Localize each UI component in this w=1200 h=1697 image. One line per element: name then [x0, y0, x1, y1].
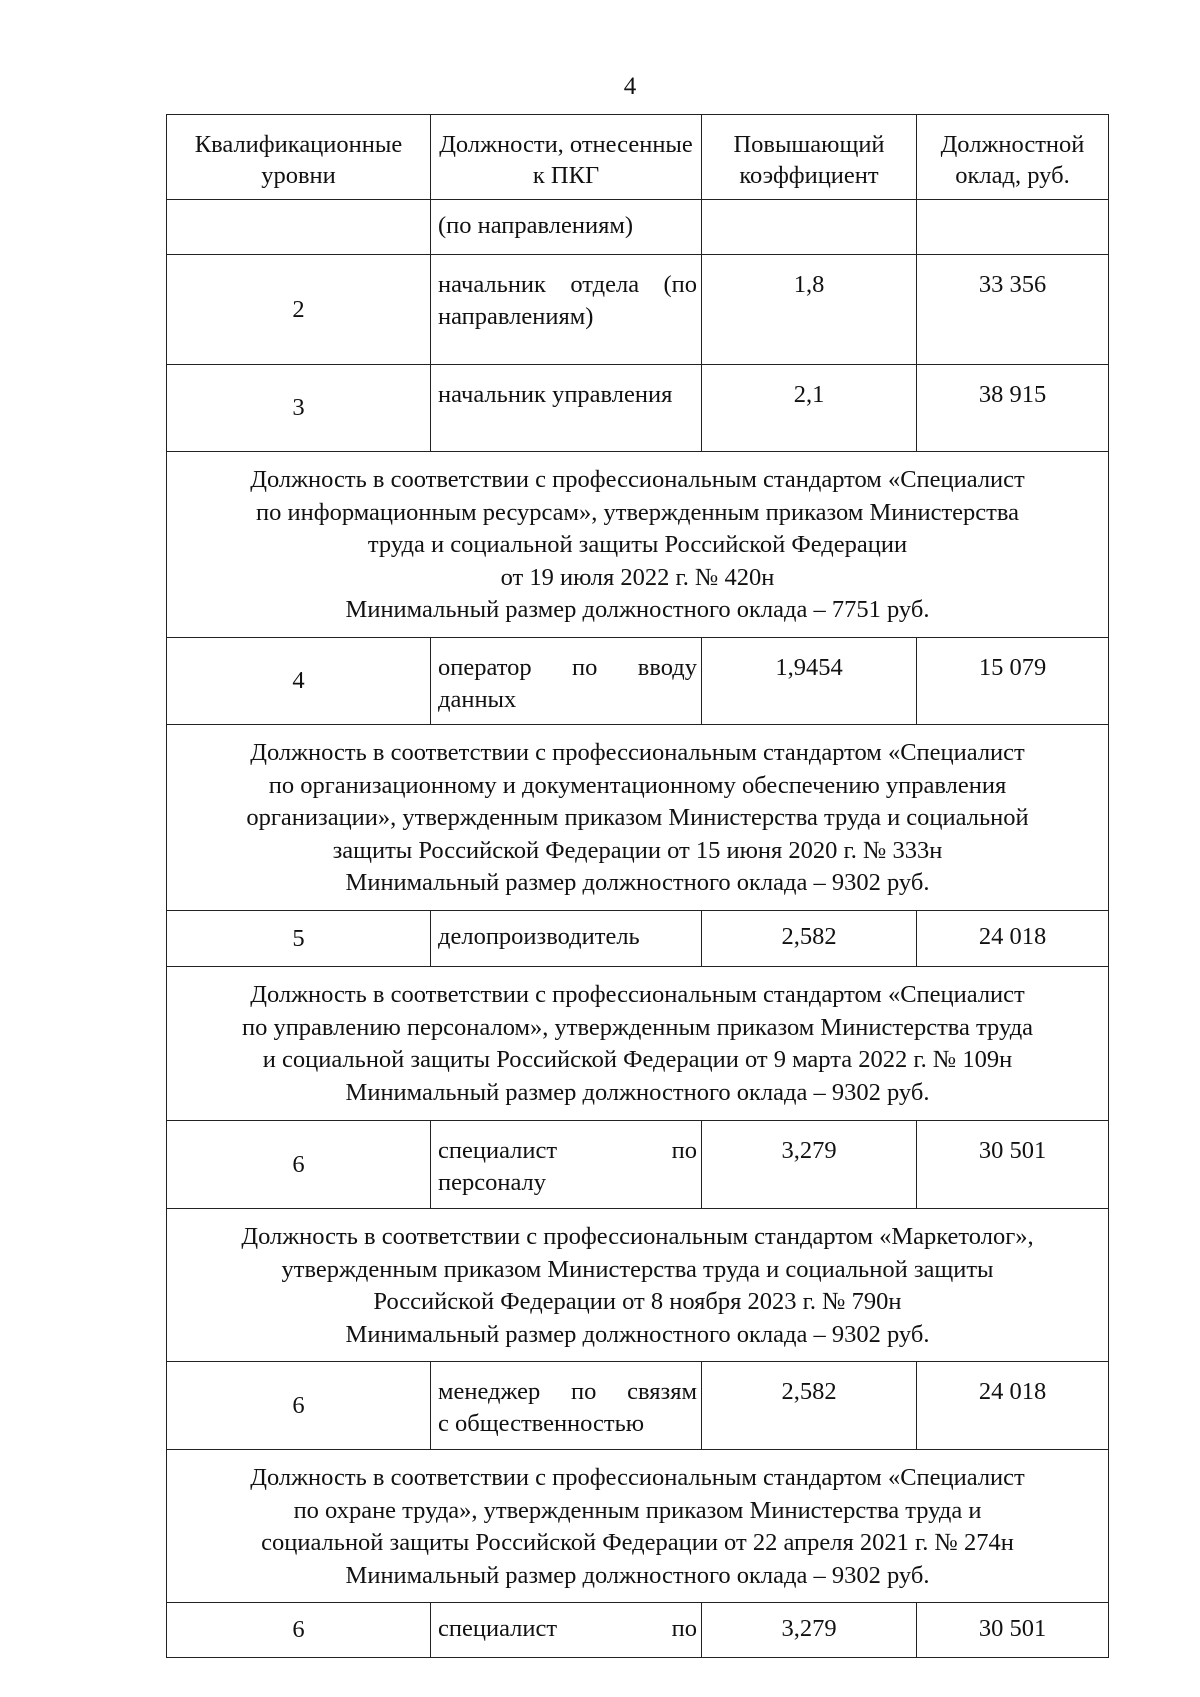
standard-section-row: [167, 1209, 1109, 1362]
standard-section-info-resources: [167, 452, 1109, 638]
position-word: специалист: [438, 1137, 558, 1164]
coef-cell: 1,9454: [702, 638, 917, 725]
section-line: Минимальный размер должностного оклада – 9302 руб.: [345, 1078, 930, 1106]
salary-table: [166, 114, 1109, 1658]
position-line: [438, 652, 697, 684]
standard-section-row: [167, 725, 1109, 911]
section-line: Российской Федерации от 8 ноября 2023 г. № 790н: [373, 1288, 902, 1315]
section-line: Должность в соответствии с профессиональным стандартом «Специалист: [250, 1464, 1025, 1491]
position-cell: [431, 638, 702, 725]
coef-cell: 2,1: [702, 365, 917, 452]
position-cell: начальник управления: [431, 365, 702, 452]
table-row: [167, 1121, 1109, 1209]
section-line: утвержденным приказом Министерства труда и социальной защиты: [281, 1255, 994, 1283]
level-cell: 2: [167, 255, 431, 365]
section-line: Должность в соответствии с профессиональным стандартом «Специалист: [250, 739, 1025, 766]
section-line: Минимальный размер должностного оклада – 7751 руб.: [345, 596, 930, 623]
position-line: персоналу: [438, 1169, 547, 1196]
header-salary: Должностной оклад, руб.: [917, 115, 1109, 200]
level-cell: 6: [167, 1362, 431, 1450]
table-row: [167, 638, 1109, 725]
section-line: и социальной защиты Российской Федерации от 9 марта 2022 г. № 109н: [262, 1046, 1013, 1073]
coef-cell: 3,279: [702, 1603, 917, 1658]
position-cell: [431, 1121, 702, 1209]
salary-cell: 38 915: [917, 365, 1109, 452]
header-qualification-levels: Квалификационные уровни: [167, 115, 431, 200]
position-cell: начальник отдела (по направлениям): [431, 255, 702, 365]
position-cell: [431, 1603, 702, 1658]
section-line: Должность в соответствии с профессиональным стандартом «Специалист: [250, 981, 1025, 1008]
section-line: защиты Российской Федерации от 15 июня 2020 г. № 333н: [332, 836, 943, 864]
section-line: Должность в соответствии с профессиональным стандартом «Маркетолог»,: [241, 1223, 1034, 1250]
position-cell: делопроизводитель: [431, 911, 702, 967]
section-line: Минимальный размер должностного оклада – 9302 руб.: [345, 869, 930, 896]
position-word: оператор: [438, 654, 532, 681]
standard-section-row: [167, 967, 1109, 1121]
level-cell: 6: [167, 1603, 431, 1658]
position-cell: (по направлениям): [431, 200, 702, 255]
table-row: [167, 911, 1109, 967]
coef-cell: [702, 200, 917, 255]
position-line: с общественностью: [438, 1410, 645, 1437]
coef-cell: 3,279: [702, 1121, 917, 1209]
page-number: 4: [623, 73, 637, 100]
position-line: [438, 1376, 697, 1408]
level-cell: 4: [167, 638, 431, 725]
position-word: по: [671, 1137, 697, 1164]
section-line: по охране труда», утвержденным приказом Министерства труда и: [293, 1496, 982, 1524]
section-line: по информационным ресурсам», утвержденным приказом Министерства: [256, 498, 1019, 526]
table-row: [167, 1362, 1109, 1450]
position-word: связям: [627, 1378, 697, 1405]
section-line: Минимальный размер должностного оклада – 9302 руб.: [345, 1320, 930, 1348]
table-row: [167, 1603, 1109, 1658]
standard-section-document-support: [167, 725, 1109, 911]
section-line: Должность в соответствии с профессиональным стандартом «Специалист: [250, 466, 1025, 493]
position-word: специалист: [438, 1615, 558, 1642]
position-line: данных: [438, 686, 517, 713]
salary-cell: 24 018: [917, 911, 1109, 967]
salary-cell: 15 079: [917, 638, 1109, 725]
section-line: социальной защиты Российской Федерации от 22 апреля 2021 г. № 274н: [261, 1529, 1014, 1556]
position-line: [438, 1613, 697, 1645]
table-row: [167, 200, 1109, 255]
section-line: организации», утвержденным приказом Министерства труда и социальной: [246, 804, 1029, 831]
standard-section-row: [167, 452, 1109, 638]
salary-cell: [917, 200, 1109, 255]
standard-section-hr: [167, 967, 1109, 1121]
coef-cell: 2,582: [702, 911, 917, 967]
level-cell: 6: [167, 1121, 431, 1209]
standard-section-marketer: [167, 1209, 1109, 1362]
position-line: [438, 1135, 697, 1167]
standard-section-row: [167, 1450, 1109, 1603]
header-positions: Должности, отнесенные к ПКГ: [431, 115, 702, 200]
section-line: по организационному и документационному обеспечению управления: [268, 771, 1007, 799]
salary-cell: 30 501: [917, 1121, 1109, 1209]
salary-cell: 24 018: [917, 1362, 1109, 1450]
section-line: по управлению персоналом», утвержденным приказом Министерства труда: [241, 1013, 1034, 1041]
position-word: по: [671, 1615, 697, 1642]
position-word: по: [571, 1378, 597, 1405]
position-cell: [431, 1362, 702, 1450]
salary-cell: 33 356: [917, 255, 1109, 365]
section-line: от 19 июля 2022 г. № 420н: [500, 563, 775, 591]
section-line: труда и социальной защиты Российской Федерации: [367, 531, 908, 558]
position-word: вводу: [637, 654, 697, 681]
salary-cell: 30 501: [917, 1603, 1109, 1658]
coef-cell: 1,8: [702, 255, 917, 365]
position-word: по: [572, 654, 598, 681]
table-row: [167, 255, 1109, 365]
position-word: менеджер: [438, 1378, 541, 1405]
table-header-row: [167, 115, 1109, 200]
coef-cell: 2,582: [702, 1362, 917, 1450]
section-line: Минимальный размер должностного оклада – 9302 руб.: [345, 1561, 930, 1589]
standard-section-labor-safety: [167, 1450, 1109, 1603]
header-coefficient: Повышающий коэффициент: [702, 115, 917, 200]
level-cell: 3: [167, 365, 431, 452]
level-cell: 5: [167, 911, 431, 967]
level-cell: [167, 200, 431, 255]
table-row: [167, 365, 1109, 452]
